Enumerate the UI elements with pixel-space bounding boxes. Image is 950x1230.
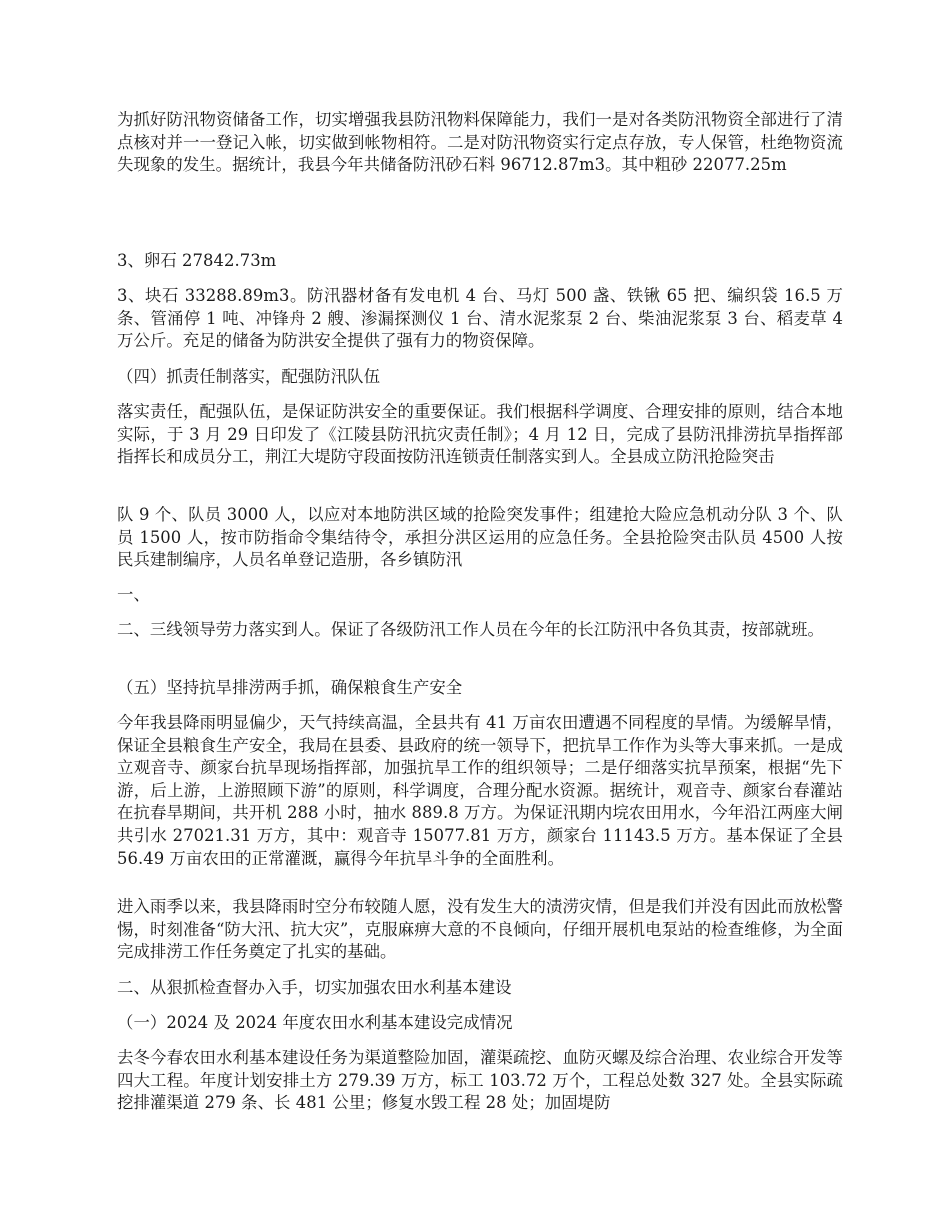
paragraph-teams: 队 9 个、队员 3000 人，以应对本地防洪区域的抢险突发事件；组建抢大险应急机动分队 3 个、队员 1500 人，按市防指命令集结待令，承担分洪区运用的应急任务。全县抢险突击队员 4500 人按民兵建制编序，人员名单登记造册，各乡镇防汛 [117, 505, 843, 570]
paragraph-block-stone: 3、块石 33288.89m3。防汛器材备有发电机 4 台、马灯 500 盏、铁锹 65 把、编织袋 16.5 万条、管涌停 1 吨、冲锋舟 2 艘、渗漏探测仪 1 台、清水泥浆泵 2 台、柴油泥浆泵 3 台、稻麦草 4 万公斤。充足的储备为防洪安全提供了强有力的物资保障。 [117, 286, 843, 351]
paragraph-responsibility: 落实责任，配强队伍，是保证防洪安全的重要保证。我们根据科学调度、合理安排的原则，结合本地实际，于 3 月 29 日印发了《江陵县防汛抗灾责任制》；4 月 12 日，完成了县防汛排涝抗旱指挥部指挥长和成员分工，荆江大堤防守段面按防汛连锁责任制落实到人。全县成立防汛抢险突击 [117, 402, 843, 467]
paragraph-construction: 去冬今春农田水利基本建设任务为渠道整险加固，灌渠疏挖、血防灭螺及综合治理、农业综合开发等四大工程。年度计划安排土方 279.39 万方，标工 103.72 万个，工程总处数 327 处。全县实际疏挖排灌渠道 279 条、长 481 公里；修复水毁工程 28 处；加固堤防 [117, 1048, 843, 1113]
paragraph-material-reserve: 为抓好防汛物资储备工作，切实增强我县防汛物料保障能力，我们一是对各类防汛物资全部进行了清点核对并一一登记入帐，切实做到帐物相符。二是对防汛物资实行定点存放，专人保管，杜绝物资流失现象的发生。据统计，我县今年共储备防汛砂石料 96712.87m3。其中粗砂 22077.25m [117, 110, 843, 175]
section-heading-5: （五）坚持抗旱排涝两手抓，确保粮食生产安全 [117, 678, 463, 697]
section-heading-4: （四）抓责任制落实，配强防汛队伍 [117, 367, 381, 386]
paragraph-leadership: 二、三线领导劳力落实到人。保证了各级防汛工作人员在今年的长江防汛中各负其责，按部就班。 [117, 620, 824, 639]
paragraph-pebble: 3、卵石 27842.73m [117, 251, 277, 270]
paragraph-drought: 今年我县降雨明显偏少，天气持续高温，全县共有 41 万亩农田遭遇不同程度的旱情。为缓解旱情，保证全县粮食生产安全，我局在县委、县政府的统一领导下，把抗旱工作作为头等大事来抓。一是成立观音寺、颜家台抗旱现场指挥部，加强抗旱工作的组织领导；二是仔细落实抗旱预案，根据“先下游，后上游，上游照顾下游”的原则，科学调度，合理分配水资源。据统计，观音寺、颜家台春灌站在抗春旱期间，共开机 288 小时，抽水 889.8 万方。为保证汛期内垸农田用水，今年沿江两座大闸共引水 27021.31 万方，其中：观音寺 15077.81 万方，颜家台 11143.5 万方。基本保证了全县 56.49 万亩农田的正常灌溉，赢得今年抗旱斗争的全面胜利。 [117, 713, 843, 868]
paragraph-rainy-season: 进入雨季以来，我县降雨时空分布较随人愿，没有发生大的渍涝灾情，但是我们并没有因此而放松警惕，时刻准备“防大汛、抗大灾”，克服麻痹大意的不良倾向，仔细开展机电泵站的检查维修，为全面完成排涝工作任务奠定了扎实的基础。 [117, 897, 843, 962]
paragraph-one: 一、 [117, 585, 150, 604]
section-heading-two: 二、从狠抓检查督办入手，切实加强农田水利基本建设 [117, 978, 512, 997]
section-heading-two-1: （一）2024 及 2024 年度农田水利基本建设完成情况 [117, 1013, 513, 1032]
